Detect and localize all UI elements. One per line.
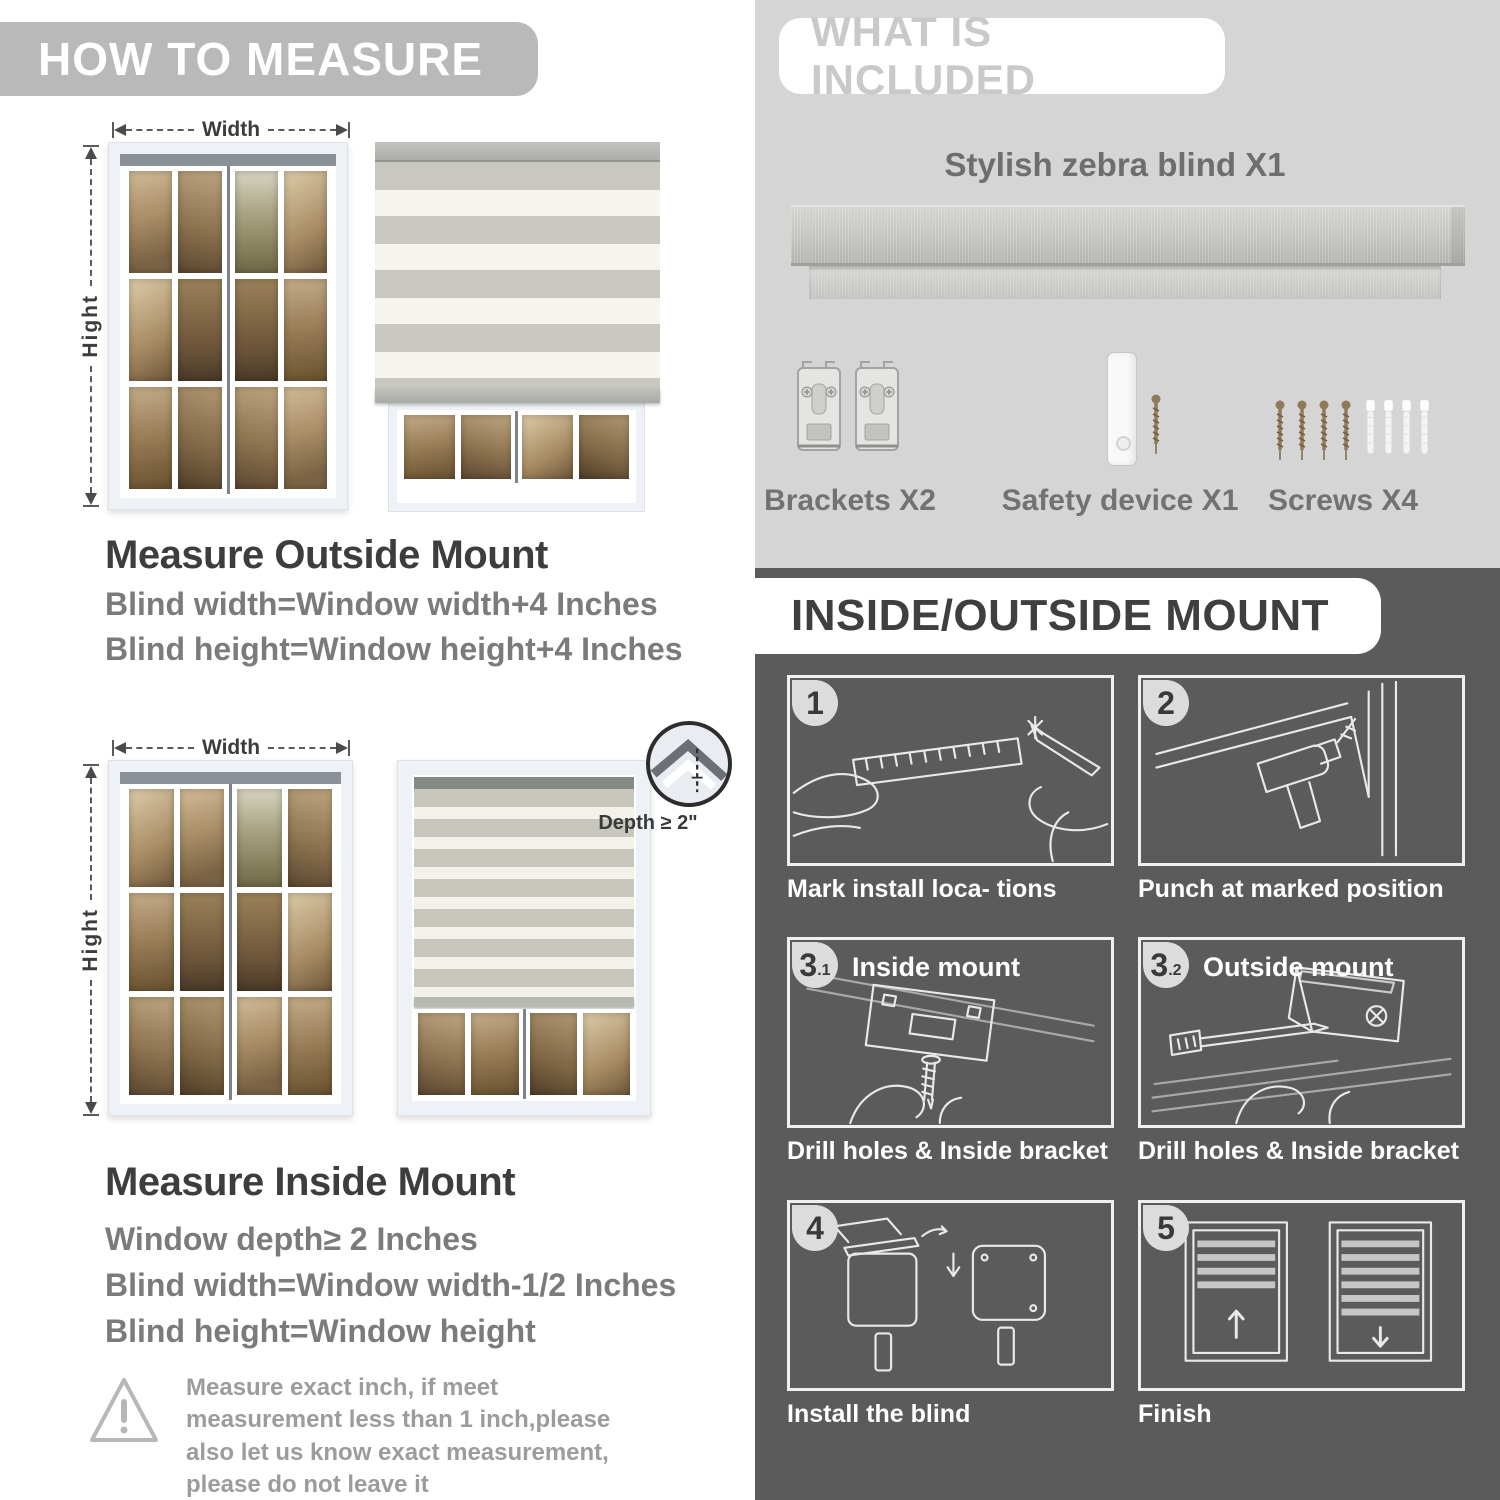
warning-triangle-icon: [88, 1372, 160, 1450]
step-1-badge: 1: [792, 680, 838, 726]
wall-anchor-icon: [1363, 398, 1378, 458]
inside-outside-mount-panel: [755, 568, 1500, 1500]
step-3-2-box: [1138, 937, 1465, 1128]
blind-zebra-stripes: [375, 162, 660, 388]
depth-detail-magnifier: [646, 721, 732, 807]
blind-bottom-rail: [375, 388, 660, 403]
mount-title-box: [755, 578, 1381, 654]
wall-anchor-icon: [1417, 398, 1432, 458]
step-1-box: [787, 675, 1114, 866]
step-3-2-badge: 3 .2: [1143, 942, 1189, 988]
outside-mount-heading: Measure Outside Mount: [105, 533, 548, 577]
step-1-caption: Mark install loca- tions: [787, 875, 1057, 903]
step-illustration-drill-hole: [1141, 678, 1462, 863]
note-text: Measure exact inch, if meet measurement less than 1 inch,please also let us know exact measurement, please do not leave it: [186, 1374, 611, 1499]
inside-formula-width: Blind width=Window width-1/2 Inches: [105, 1267, 677, 1303]
step-4-badge: 4: [792, 1205, 838, 1251]
window-photo-inside: [108, 760, 353, 1116]
width-arrow-outside: [112, 118, 350, 142]
window-below-blind-outside: [388, 401, 645, 512]
step-3-2-label: Outside mount: [1203, 952, 1394, 982]
window-corner-depth-icon: [650, 725, 728, 803]
screw-icon: [1339, 400, 1353, 462]
step-5-box: [1138, 1200, 1465, 1391]
screw-icon: [1317, 400, 1331, 462]
step-3-1-box: [787, 937, 1114, 1128]
screw-icon: [1273, 400, 1287, 462]
step-3-1-label: Inside mount: [852, 952, 1020, 982]
zebra-blind-valance-image: [809, 266, 1441, 299]
wall-anchor-icon: [1381, 398, 1396, 458]
step-4-caption: Install the blind: [787, 1400, 971, 1428]
step-4-box: [787, 1200, 1114, 1391]
window-photo-outside: [108, 142, 348, 510]
blind-headrail: [375, 142, 660, 162]
screw-icon: [1149, 394, 1163, 456]
measure-note: [88, 1372, 663, 1500]
how-to-measure-title-box: [0, 22, 538, 96]
safety-device-label: Safety device X1: [1001, 484, 1239, 517]
width-label-inside: Width: [201, 736, 261, 759]
step-3-1-badge: 3 .1: [792, 942, 838, 988]
width-arrow-inside: [112, 736, 350, 760]
bracket-icon: [795, 358, 843, 455]
screws-label: Screws X4: [1267, 484, 1419, 517]
bracket-icon: [853, 358, 901, 455]
step-3-1-caption: Drill holes & Inside bracket: [787, 1137, 1108, 1165]
height-arrow-outside: [78, 145, 104, 507]
window-lintel: [120, 772, 341, 784]
what-is-included-title: WHAT IS INCLUDED: [811, 8, 1036, 103]
what-is-included-panel: [755, 0, 1500, 568]
mount-title: INSIDE/OUTSIDE MOUNT: [791, 591, 1330, 640]
brackets-label: Brackets X2: [764, 484, 936, 517]
product-label: Stylish zebra blind X1: [944, 146, 1286, 183]
zebra-blind-outside-mount: [375, 142, 660, 403]
step-illustration-finish-blinds: [1141, 1203, 1462, 1388]
depth-label: Depth ≥ 2": [598, 812, 698, 834]
height-label-inside: Hight: [79, 908, 102, 972]
step-5-badge: 5: [1143, 1205, 1189, 1251]
inside-formula-depth: Window depth≥ 2 Inches: [105, 1221, 478, 1257]
step-illustration-mark-locations: [790, 678, 1111, 863]
step-2-badge: 2: [1143, 680, 1189, 726]
step-2-caption: Punch at marked position: [1138, 875, 1444, 903]
inside-formula-height: Blind height=Window height: [105, 1313, 536, 1349]
safety-device-icon: [1107, 352, 1137, 466]
wall-anchor-icon: [1399, 398, 1414, 458]
window-lintel: [120, 154, 336, 166]
step-illustration-install-blind: [790, 1203, 1111, 1388]
screw-icon: [1295, 400, 1309, 462]
what-is-included-title-box: [779, 8, 1225, 103]
step-3-2-caption: Drill holes & Inside bracket: [1138, 1137, 1459, 1165]
blind-bottom-rail: [414, 997, 634, 1007]
zebra-blind-headrail-image: [791, 205, 1465, 266]
how-to-measure-title: HOW TO MEASURE: [38, 33, 484, 85]
step-5-caption: Finish: [1138, 1400, 1212, 1428]
inside-mount-heading: Measure Inside Mount: [105, 1160, 516, 1204]
height-label-outside: Hight: [79, 294, 102, 358]
outside-formula-width: Blind width=Window width+4 Inches: [105, 586, 658, 622]
height-arrow-inside: [78, 764, 104, 1116]
blind-cassette: [414, 777, 634, 789]
outside-formula-height: Blind height=Window height+4 Inches: [105, 631, 683, 667]
step-2-box: [1138, 675, 1465, 866]
width-label-outside: Width: [201, 118, 261, 141]
